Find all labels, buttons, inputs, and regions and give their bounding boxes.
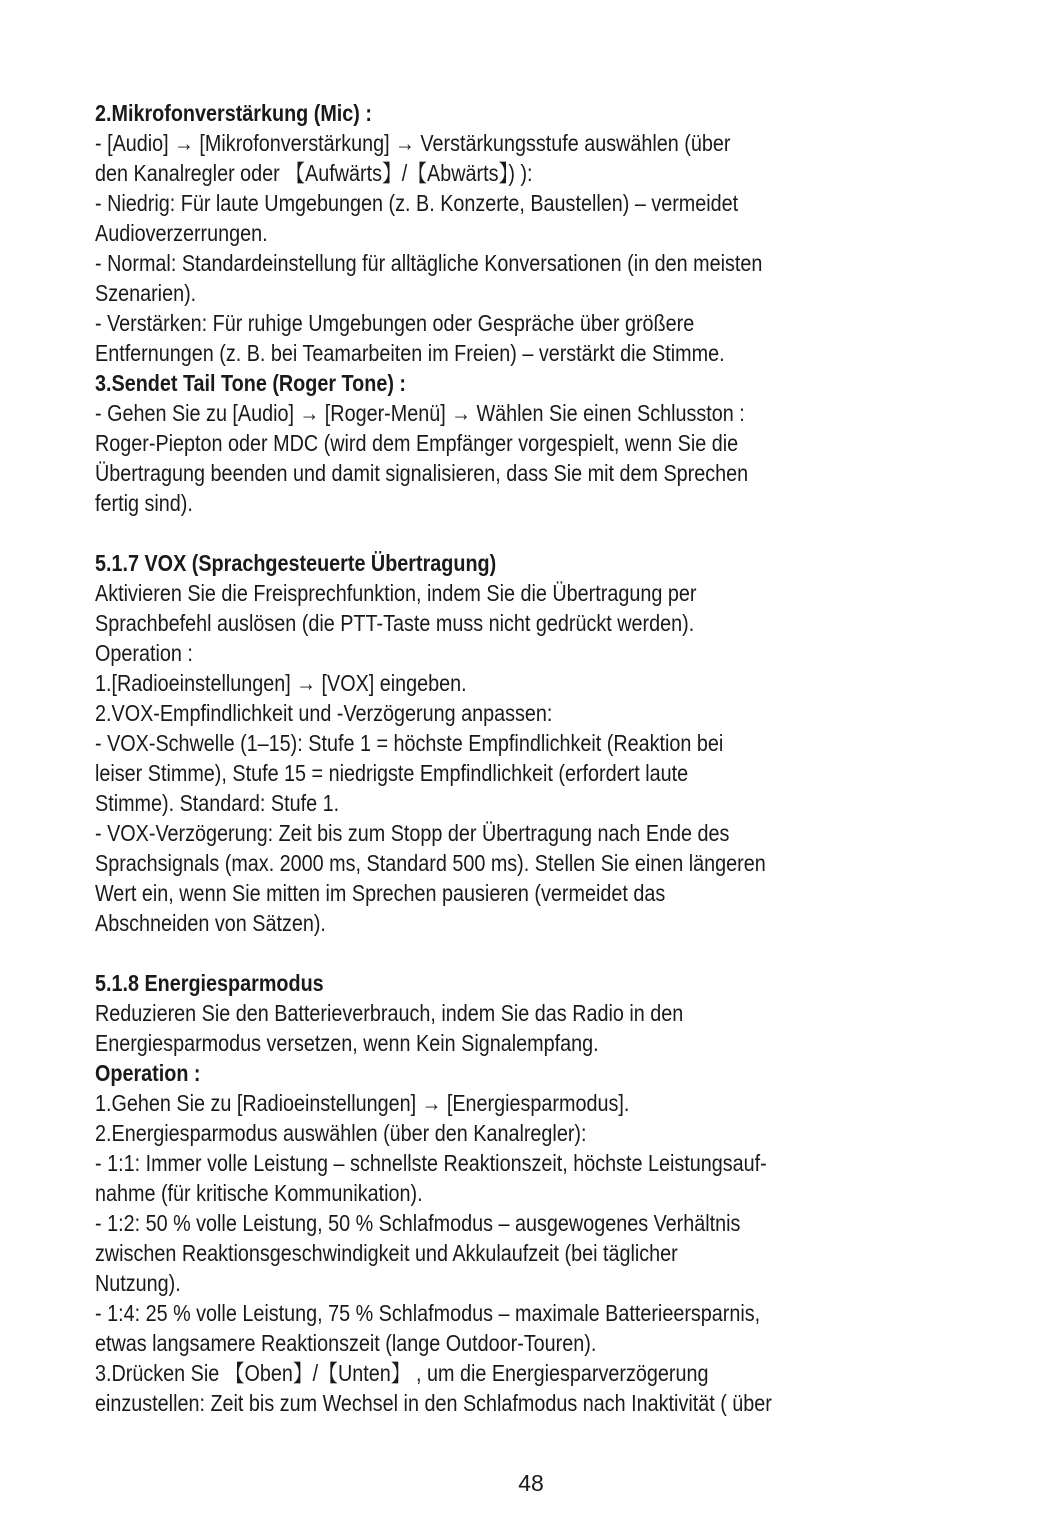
paragraph-line: Entfernungen (z. B. bei Teamarbeiten im Freien) – verstärkt die Stimme.: [95, 340, 725, 366]
section-heading: 3.Sendet Tail Tone (Roger Tone) :: [95, 370, 406, 396]
paragraph-line: 1.Gehen Sie zu [Radioeinstellungen] → [Energiesparmodus].: [95, 1090, 630, 1116]
paragraph-line: - VOX-Verzögerung: Zeit bis zum Stopp der Übertragung nach Ende des: [95, 820, 730, 846]
paragraph-line: - Niedrig: Für laute Umgebungen (z. B. Konzerte, Baustellen) – vermeidet: [95, 190, 739, 216]
paragraph-line: Energiesparmodus versetzen, wenn Kein Signalempfang.: [95, 1030, 599, 1056]
paragraph-line: fertig sind).: [95, 490, 193, 516]
section-power-save: [95, 968, 995, 1418]
paragraph-line: 2.VOX-Empfindlichkeit und -Verzögerung anpassen:: [95, 700, 553, 726]
paragraph-line: Sprachsignals (max. 2000 ms, Standard 500 ms). Stellen Sie einen längeren: [95, 850, 766, 876]
section-vox: [95, 548, 995, 938]
paragraph-line: etwas langsamere Reaktionszeit (lange Outdoor-Touren).: [95, 1330, 597, 1356]
paragraph-line: Stimme). Standard: Stufe 1.: [95, 790, 340, 816]
paragraph-line: - 1:1: Immer volle Leistung – schnellste Reaktionszeit, höchste Leistungsauf-: [95, 1150, 767, 1176]
paragraph-line: - Gehen Sie zu [Audio] → [Roger-Menü] → Wählen Sie einen Schlusston :: [95, 400, 745, 426]
paragraph-line: den Kanalregler oder 【Aufwärts】/【Abwärts】) ):: [95, 160, 533, 186]
paragraph-line: nahme (für kritische Kommunikation).: [95, 1180, 423, 1206]
paragraph-line: 1.[Radioeinstellungen] → [VOX] eingeben.: [95, 670, 467, 696]
section-heading: 2.Mikrofonverstärkung (Mic) :: [95, 100, 372, 126]
paragraph-line: Szenarien).: [95, 280, 197, 306]
paragraph-line: Abschneiden von Sätzen).: [95, 910, 326, 936]
section-heading: 5.1.7 VOX (Sprachgesteuerte Übertragung): [95, 550, 497, 576]
paragraph-line: 2.Energiesparmodus auswählen (über den Kanalregler):: [95, 1120, 587, 1146]
paragraph-line: Sprachbefehl auslösen (die PTT-Taste muss nicht gedrückt werden).: [95, 610, 695, 636]
paragraph-line: einzustellen: Zeit bis zum Wechsel in den Schlafmodus nach Inaktivität ( über: [95, 1390, 772, 1416]
paragraph-line: leiser Stimme), Stufe 15 = niedrigste Empfindlichkeit (erfordert laute: [95, 760, 689, 786]
paragraph-line: Wert ein, wenn Sie mitten im Sprechen pausieren (vermeidet das: [95, 880, 666, 906]
paragraph-line: Operation :: [95, 640, 193, 666]
paragraph-line: - Normal: Standardeinstellung für alltägliche Konversationen (in den meisten: [95, 250, 763, 276]
paragraph-line: - Verstärken: Für ruhige Umgebungen oder Gespräche über größere: [95, 310, 695, 336]
paragraph-line: - 1:2: 50 % volle Leistung, 50 % Schlafmodus – ausgewogenes Verhältnis: [95, 1210, 741, 1236]
subheading-operation: Operation :: [95, 1060, 201, 1086]
paragraph-line: Audioverzerrungen.: [95, 220, 268, 246]
paragraph-line: Aktivieren Sie die Freisprechfunktion, indem Sie die Übertragung per: [95, 580, 697, 606]
paragraph-line: 3.Drücken Sie 【Oben】/【Unten】 , um die Energiesparverzögerung: [95, 1360, 709, 1386]
document-page: [95, 98, 995, 1418]
section-spacer: [95, 518, 869, 548]
paragraph-line: Nutzung).: [95, 1270, 181, 1296]
paragraph-line: Roger-Piepton oder MDC (wird dem Empfänger vorgespielt, wenn Sie die: [95, 430, 739, 456]
paragraph-line: - 1:4: 25 % volle Leistung, 75 % Schlafmodus – maximale Batterieersparnis,: [95, 1300, 761, 1326]
section-spacer: [95, 938, 869, 968]
paragraph-line: - VOX-Schwelle (1–15): Stufe 1 = höchste Empfindlichkeit (Reaktion bei: [95, 730, 724, 756]
section-mic-gain: [95, 98, 995, 368]
section-heading: 5.1.8 Energiesparmodus: [95, 970, 324, 996]
paragraph-line: Übertragung beenden und damit signalisieren, dass Sie mit dem Sprechen: [95, 460, 749, 486]
paragraph-line: - [Audio] → [Mikrofonverstärkung] → Verstärkungsstufe auswählen (über: [95, 130, 731, 156]
paragraph-line: Reduzieren Sie den Batterieverbrauch, indem Sie das Radio in den: [95, 1000, 684, 1026]
paragraph-line: zwischen Reaktionsgeschwindigkeit und Akkulaufzeit (bei täglicher: [95, 1240, 678, 1266]
section-roger-tone: [95, 368, 995, 518]
page-number: 48: [518, 1470, 544, 1496]
